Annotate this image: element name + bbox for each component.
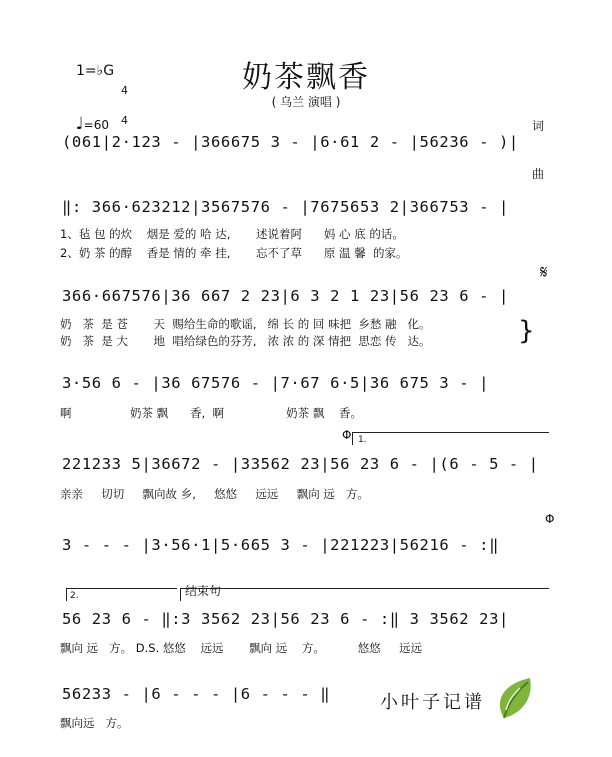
- brace-icon: }: [518, 316, 535, 346]
- lyric-line-7: 飘向 远 方。 D.S. 悠悠 远远 飘向 远 方。 悠悠 远远: [60, 641, 423, 655]
- composer-label: 曲: [532, 167, 545, 181]
- volta-bracket-1: [352, 432, 549, 445]
- ending-label: 结束句: [185, 584, 222, 598]
- time-signature: [121, 66, 128, 136]
- tempo-value: =60: [83, 118, 109, 132]
- volta-1-label: 1.: [358, 435, 367, 445]
- score-line-8: 56233 - |6 - - - |6 - - - ‖: [62, 685, 331, 703]
- score-line-1: (061|2·123 - |366675 3 - |6·61 2 - |56236 - )|: [62, 133, 519, 151]
- volta-bracket-2: [66, 588, 177, 601]
- lyric-verse-1-line-1: 1、毡 包 的炊 烟是 爱的 哈 达, 述说着阿 妈 心 底 的话。: [60, 227, 404, 241]
- key-signature: 1=♭G: [76, 63, 115, 79]
- meter-numerator: 4: [121, 84, 128, 97]
- watermark-text: 小叶子记谱: [380, 692, 485, 713]
- score-line-5: 221233 5|36672 - |33562 23|56 23 6 - |(6 - 5 - |: [62, 455, 539, 473]
- tempo-marking: [68, 100, 109, 134]
- score-line-3: 366·667576|36 667 2 23|6 3 2 1 23|56 23 6 - |: [62, 287, 509, 305]
- lyricist-label: 词: [532, 119, 545, 133]
- lyric-verse-2-line-1: 2、奶 茶 的醇 香是 情的 牵 挂, 忘不了草 原 温 馨 的家。: [60, 246, 408, 260]
- volta-2-label: 2.: [70, 591, 79, 601]
- quarter-note-icon: ♩: [75, 114, 84, 134]
- lyric-verse-2-line-2: 奶 茶 是 大 地 唱给绿色的芬芳, 浓 浓 的 深 情把 思恋 传 达。: [60, 334, 431, 348]
- segno-icon: 𝄋: [540, 262, 548, 283]
- leaf-logo-icon: [490, 674, 538, 722]
- score-line-4: 3·56 6 - |36 67576 - |7·67 6·5|36 675 3 - |: [62, 374, 490, 392]
- lyric-verse-1-line-2: 奶 茶 是 苍 天 赐给生命的歌谣, 绵 长 的 回 味把 乡愁 融 化。: [60, 317, 431, 331]
- score-line-2: ‖: 366·623212|3567576 - |7675653 2|366753 - |: [62, 198, 509, 216]
- song-subtitle: ( 乌兰 演唱 ): [271, 95, 341, 109]
- song-title: 奶茶飘香: [242, 60, 370, 95]
- ending-bracket: [180, 588, 549, 601]
- coda-icon: Φ: [342, 428, 352, 442]
- lyric-line-5: 亲亲 切切 飘向故 乡, 悠悠 远远 飘向 远 方。: [60, 487, 369, 501]
- coda-icon-2: Φ: [545, 512, 555, 526]
- score-line-6: 3 - - - |3·56·1|5·665 3 - |221223|56216 - :‖: [62, 536, 499, 554]
- score-line-7: 56 23 6 - ‖:3 3562 23|56 23 6 - :‖ 3 3562 23|: [62, 610, 509, 628]
- lyric-line-4: 啊 奶茶 飘 香, 啊 奶茶 飘 香。: [60, 406, 362, 420]
- lyric-line-8: 飘向远 方。: [60, 716, 129, 730]
- meter-denominator: 4: [121, 114, 128, 127]
